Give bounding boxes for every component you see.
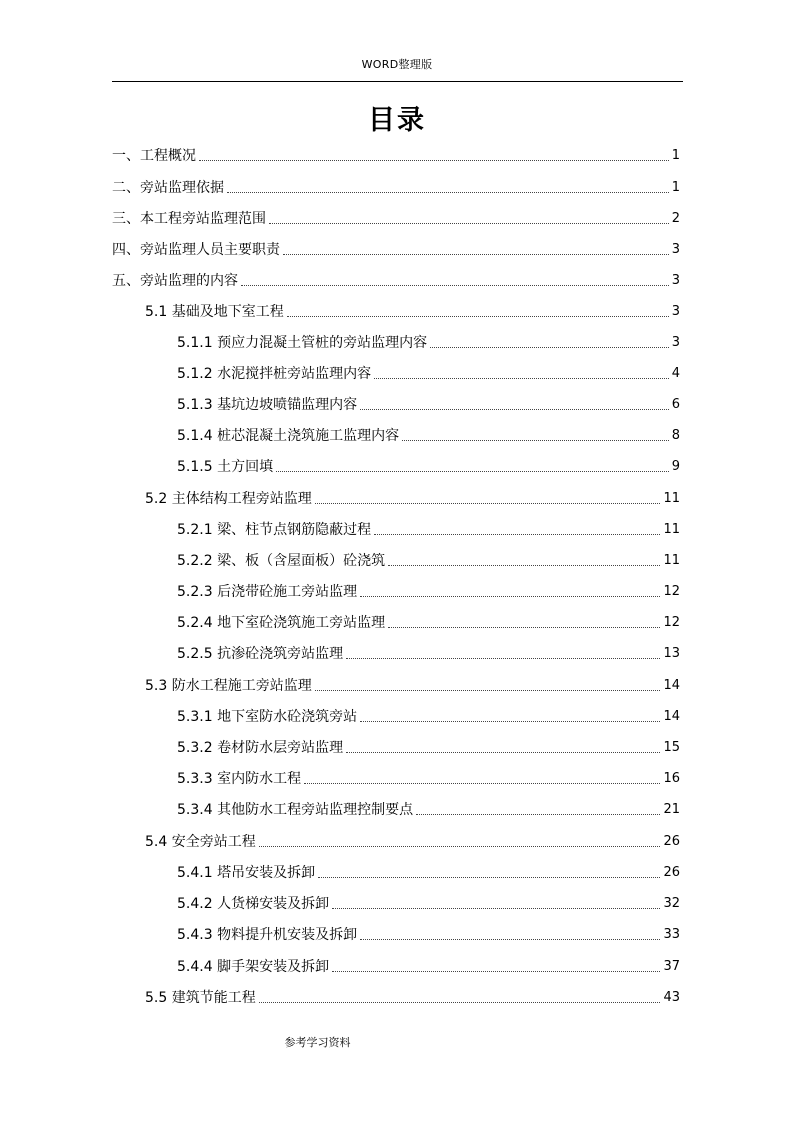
- toc-entry[interactable]: [177, 324, 680, 352]
- toc-entry-label: 5.2.3 后浇带砼施工旁站监理: [177, 584, 358, 600]
- toc-entry-label: 一、工程概况: [112, 148, 196, 164]
- toc-entry[interactable]: [177, 885, 680, 913]
- toc-entry[interactable]: [145, 293, 680, 321]
- toc-entry-page-number: 9: [671, 459, 680, 474]
- toc-entry-page-number: 33: [663, 927, 680, 942]
- toc-entry-label: 二、旁站监理依据: [112, 180, 224, 196]
- toc-entry-page-number: 6: [671, 397, 680, 412]
- toc-entry-label: 四、旁站监理人员主要职责: [112, 242, 280, 258]
- toc-entry[interactable]: [177, 448, 680, 476]
- toc-entry-label: 5.1.4 桩芯混凝土浇筑施工监理内容: [177, 428, 400, 444]
- toc-entry-page-number: 16: [663, 771, 680, 786]
- toc-entry[interactable]: [177, 511, 680, 539]
- page-header: WORD整理版: [361, 58, 433, 71]
- toc-entry[interactable]: [177, 542, 680, 570]
- toc-entry-page-number: 26: [663, 865, 680, 880]
- toc-dot-leader: [287, 316, 669, 317]
- toc-dot-leader: [360, 721, 660, 722]
- toc-entry-label: 5.2.2 梁、板（含屋面板）砼浇筑: [177, 553, 386, 569]
- toc-dot-leader: [402, 440, 669, 441]
- toc-entry-page-number: 37: [663, 959, 680, 974]
- toc-entry-label: 5.2 主体结构工程旁站监理: [145, 491, 312, 507]
- toc-dot-leader: [430, 347, 669, 348]
- toc-entry-page-number: 13: [663, 646, 680, 661]
- toc-dot-leader: [269, 223, 669, 224]
- toc-entry-page-number: 11: [663, 522, 680, 537]
- toc-dot-leader: [241, 285, 669, 286]
- toc-entry[interactable]: [177, 355, 680, 383]
- toc-dot-leader: [315, 503, 661, 504]
- toc-entry-page-number: 14: [663, 709, 680, 724]
- toc-entry-label: 5.1.1 预应力混凝土管桩的旁站监理内容: [177, 335, 428, 351]
- toc-dot-leader: [388, 627, 660, 628]
- toc-entry-page-number: 3: [671, 335, 680, 350]
- toc-entry[interactable]: [177, 386, 680, 414]
- toc-entry-page-number: 8: [671, 428, 680, 443]
- toc-entry-page-number: 12: [663, 615, 680, 630]
- toc-entry-label: 5.4.2 人货梯安装及拆卸: [177, 896, 330, 912]
- toc-dot-leader: [332, 971, 660, 972]
- toc-dot-leader: [360, 409, 669, 410]
- toc-dot-leader: [315, 690, 661, 691]
- toc-entry-page-number: 3: [671, 242, 680, 257]
- toc-dot-leader: [318, 877, 660, 878]
- toc-entry-label: 5.3.4 其他防水工程旁站监理控制要点: [177, 802, 414, 818]
- toc-entry-label: 5.1 基础及地下室工程: [145, 304, 284, 320]
- toc-entry-label: 5.3.2 卷材防水层旁站监理: [177, 740, 344, 756]
- toc-entry[interactable]: [177, 916, 680, 944]
- toc-entry[interactable]: [145, 979, 680, 1007]
- toc-entry-page-number: 11: [663, 553, 680, 568]
- toc-entry[interactable]: [177, 948, 680, 976]
- toc-entry[interactable]: [177, 791, 680, 819]
- toc-entry-label: 5.1.5 土方回填: [177, 459, 274, 475]
- toc-entry[interactable]: [177, 417, 680, 445]
- toc-entry-label: 5.3.1 地下室防水砼浇筑旁站: [177, 709, 358, 725]
- toc-entry-label: 5.5 建筑节能工程: [145, 990, 256, 1006]
- toc-dot-leader: [416, 814, 660, 815]
- toc-entry-page-number: 21: [663, 802, 680, 817]
- toc-entry-page-number: 32: [663, 896, 680, 911]
- toc-entry-label: 5.3.3 室内防水工程: [177, 771, 302, 787]
- toc-entry[interactable]: [177, 573, 680, 601]
- toc-entry-label: 五、旁站监理的内容: [112, 273, 238, 289]
- toc-entry-page-number: 15: [663, 740, 680, 755]
- toc-dot-leader: [360, 939, 660, 940]
- document-title: 目录: [368, 105, 426, 136]
- toc-entry-label: 5.3 防水工程施工旁站监理: [145, 678, 312, 694]
- toc-entry[interactable]: [145, 823, 680, 851]
- toc-entry-page-number: 1: [671, 148, 680, 163]
- toc-entry-label: 5.1.3 基坑边坡喷锚监理内容: [177, 397, 358, 413]
- toc-dot-leader: [346, 752, 660, 753]
- toc-dot-leader: [360, 596, 660, 597]
- toc-entry[interactable]: [112, 262, 680, 290]
- toc-dot-leader: [283, 254, 669, 255]
- header-divider: [112, 81, 683, 82]
- toc-entry[interactable]: [112, 137, 680, 165]
- toc-dot-leader: [276, 471, 669, 472]
- toc-entry-label: 5.2.1 梁、柱节点钢筋隐蔽过程: [177, 522, 372, 538]
- toc-entry-label: 5.1.2 水泥搅拌桩旁站监理内容: [177, 366, 372, 382]
- toc-dot-leader: [374, 534, 660, 535]
- toc-entry-page-number: 12: [663, 584, 680, 599]
- toc-entry[interactable]: [145, 480, 680, 508]
- toc-entry-label: 5.4.4 脚手架安装及拆卸: [177, 959, 330, 975]
- toc-entry[interactable]: [177, 854, 680, 882]
- toc-dot-leader: [374, 378, 669, 379]
- toc-entry-label: 5.4.3 物料提升机安装及拆卸: [177, 927, 358, 943]
- toc-entry[interactable]: [177, 729, 680, 757]
- toc-dot-leader: [388, 565, 660, 566]
- toc-entry-page-number: 4: [671, 366, 680, 381]
- toc-entry-page-number: 2: [671, 211, 680, 226]
- toc-entry[interactable]: [177, 604, 680, 632]
- page-footer: 参考学习资料: [284, 1036, 351, 1049]
- toc-entry-page-number: 3: [671, 304, 680, 319]
- toc-dot-leader: [259, 846, 661, 847]
- toc-entry[interactable]: [177, 635, 680, 663]
- toc-entry-page-number: 43: [663, 990, 680, 1005]
- toc-entry-label: 5.4 安全旁站工程: [145, 834, 256, 850]
- toc-dot-leader: [227, 192, 669, 193]
- toc-entry[interactable]: [112, 169, 680, 197]
- toc-entry-label: 5.2.5 抗渗砼浇筑旁站监理: [177, 646, 344, 662]
- toc-dot-leader: [199, 160, 669, 161]
- toc-entry[interactable]: [177, 698, 680, 726]
- toc-dot-leader: [259, 1002, 661, 1003]
- toc-entry-page-number: 26: [663, 834, 680, 849]
- toc-entry[interactable]: [177, 760, 680, 788]
- toc-entry-page-number: 1: [671, 180, 680, 195]
- toc-entry[interactable]: [145, 667, 680, 695]
- toc-entry-page-number: 14: [663, 678, 680, 693]
- toc-entry[interactable]: [112, 231, 680, 259]
- toc-entry-label: 5.2.4 地下室砼浇筑施工旁站监理: [177, 615, 386, 631]
- toc-entry[interactable]: [112, 200, 680, 228]
- toc-entry-label: 5.4.1 塔吊安装及拆卸: [177, 865, 316, 881]
- toc-dot-leader: [332, 908, 660, 909]
- toc-dot-leader: [304, 783, 660, 784]
- toc-dot-leader: [346, 658, 660, 659]
- toc-entry-label: 三、本工程旁站监理范围: [112, 211, 266, 227]
- toc-entry-page-number: 3: [671, 273, 680, 288]
- toc-entry-page-number: 11: [663, 491, 680, 506]
